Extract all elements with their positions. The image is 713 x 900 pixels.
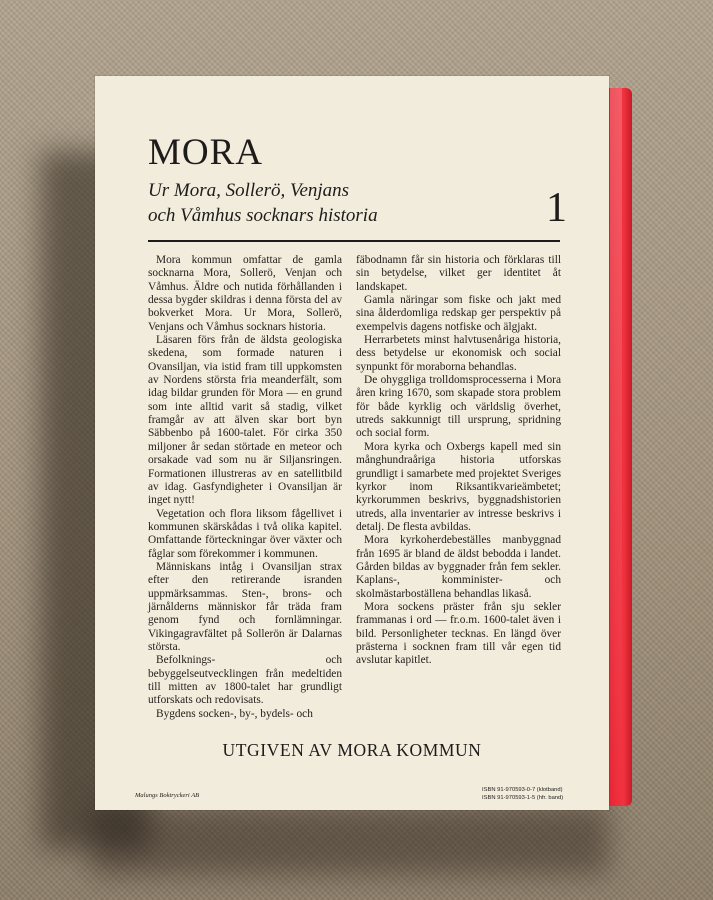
blurb-left-column [148,254,342,721]
blurb-paragraph: Bygdens socken-, by-, bydels- och [156,707,313,720]
blurb-paragraph: Vegetation och flora liksom fågellivet i kommunen skärskådas i två olika kapitel. Omfattande förteckningar över växter och fåglar som förekommer i kommunen. [148,507,342,560]
blurb-paragraph: Människans intåg i Ovansiljan strax efter den retirerande isranden uppmärksammas. Sten-, brons- och järnålderns människor får träda fram genom fynd och fornlämningar. Vikingagravfältet på Sollerön är Dalarnas största. [148,560,342,653]
blurb-paragraph: Mora sockens präster från sju sekler frammanas i ord — fr.o.m. 1600-talet även i bild. Personligheter tecknas. En längd över prästerna i socknen fram till vår egen tid avslutar kapitlet. [356,600,561,667]
isbn-clothbound: ISBN 91-970593-0-7 (klotband) [482,787,563,793]
publisher-line: UTGIVEN AV MORA KOMMUN [222,740,482,760]
book-back-cover [95,76,609,810]
blurb-paragraph: De ohyggliga trolldomsprocesserna i Mora åren kring 1670, som skapade stora problem för både kyrklig och världslig överhet, utreds sakkunnigt till ursprung, spridning och social form. [356,374,561,440]
blurb-paragraph-continued: fäbodnamn får sin historia och förklaras till sin betydelse, vilket ger identitet åt landskapet. [356,254,561,293]
book-subtitle-line1: Ur Mora, Sollerö, Venjans [148,180,350,201]
blurb-right-column [356,254,561,668]
book-title: MORA [148,132,264,173]
isbn-halfbound: ISBN 91-970593-1-5 (hfr. band) [482,795,564,801]
book-subtitle-line2: och Våmhus socknars historia [148,205,378,226]
blurb-paragraph: Mora kyrkoherdebeställes manbyggnad från 1695 är bland de äldst bebodda i landet. Gården bildas av byggnader från fem sekler. Kaplans-, komminister- och skolmästarboställena behandlas likaså. [356,534,561,600]
spine-highlight [610,88,622,806]
book-shadow-bottom [90,805,610,875]
blurb-paragraph: Mora kommun omfattar de gamla socknarna Mora, Sollerö, Venjan och Våmhus. Äldre och nutida förhållanden i dessa bygder skildras i denna första del av bokverket Mora. Ur Mora, Sollerö, Venjans och Våmhus socknars historia. [148,254,342,333]
blurb-paragraph: Befolknings- och bebyggelseutvecklingen från medeltiden till mitten av 1800-talet har grundligt utforskats och redovisats. [148,654,342,707]
blurb-paragraph: Gamla näringar som fiske och jakt med sina ålderdomliga redskap ger perspektiv på exempelvis dagens notfiske och älgjakt. [356,294,561,333]
volume-number: 1 [546,185,567,231]
blurb-paragraph: Herrarbetets minst halvtusenåriga historia, dess betydelse ur ekonomisk och social synpunkt för moraborna behandlas. [356,334,561,373]
blurb-paragraph: Läsaren förs från de äldsta geologiska skedena, som formade naturen i Ovansiljan, via istid fram till uppkomsten av Nordens största fria meanderfält, som idag bildar grunden för Mora — en grund som inte alltid varit så stadig, vilket framgår av att älven skar bort byn Säbbenbo på 1600-talet. För cirka 350 miljoner år sedan störtade en meteor och orsakade vad som nu är Siljansringen. Formationen illustreras av en satellitbild av idag. Gasfyndigheter i Ovansiljan är inget nytt! [148,334,342,507]
blurb-paragraph: Mora kyrka och Oxbergs kapell med sin månghundraåriga historia utforskas grundligt i samarbete med projektet Sveriges kyrkor inom Riksantikvarieämbetet; kyrkorummen beskrivs, byggnadshistorien utreds, alla inventarier av intresse beskrivs i detalj. De flesta avbildas. [356,440,561,533]
title-rule [148,240,560,242]
printer-imprint: Malungs Boktryckeri AB [135,792,200,799]
